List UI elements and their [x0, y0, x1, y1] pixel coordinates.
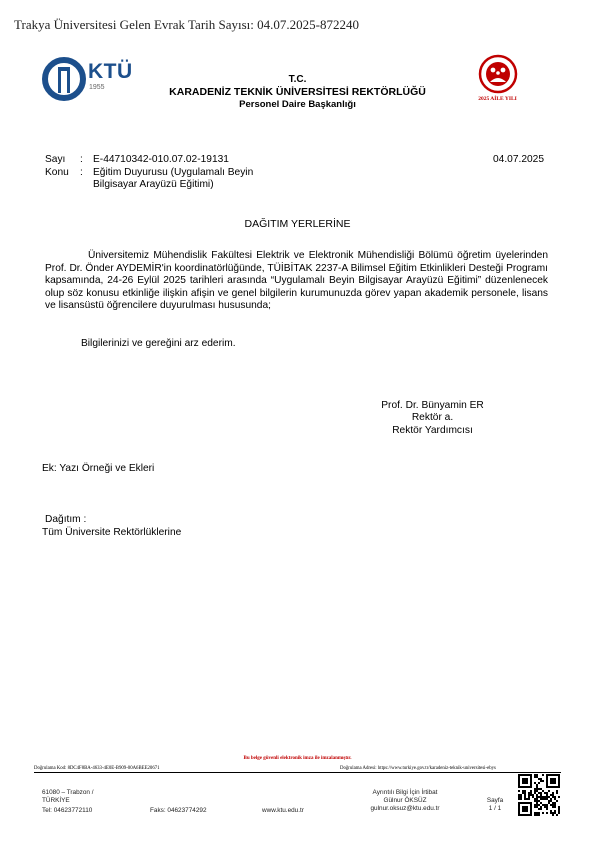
footer-address-line-2: TÜRKİYE — [42, 797, 70, 804]
contact-name: Gülnur ÖKSÜZ — [383, 797, 427, 804]
distribution-label: Dağıtım : — [45, 514, 87, 525]
signatory-name: Prof. Dr. Bünyamin ER — [381, 400, 484, 411]
footer-fax: Faks: 04623774292 — [150, 807, 207, 814]
attachments: Ek: Yazı Örneği ve Ekleri — [42, 463, 155, 474]
contact-email[interactable]: gulnur.oksuz@ktu.edu.tr — [370, 805, 440, 812]
ktu-logo-text: KTÜ — [88, 60, 133, 83]
signatory-role-1: Rektör a. — [411, 412, 454, 424]
page-number: 1 / 1 — [488, 805, 502, 812]
verification-code: Doğrulama Kod: 8DC4F8BA-4633-4E0E-B909-00A6BEE20671 — [34, 766, 160, 771]
header-department: Personel Daire Başkanlığı — [239, 99, 356, 110]
footer-contact — [340, 789, 470, 813]
body-paragraph: Üniversitemiz Mühendislik Fakültesi Elektrik ve Elektronik Mühendisliği Bölümü öğretim üyelerinden Prof. Dr. Önder AYDEMİR'in koordinatörlüğünde, TÜİBİTAK 2237-A Bilimsel Eğitim Etkinlikleri Desteği Programı kapsamında, 24-26 Eylül 2025 tarihleri arasında “Uygulamalı Beyin Bilgisayar Arayüzü Eğitimi” düzenlenecek olup söz konusu etkinliğe ilişkin afişin ve genel bilgilerin kurumunuzda görev yapan akademik personele, lisans ve lisansüstü öğrencilere duyurulması hususunda; — [45, 250, 548, 312]
esign-note: Bu belge güvenli elektronik imza ile imzalanmıştır. — [243, 756, 352, 761]
incoming-document-stamp: Trakya Üniversitesi Gelen Evrak Tarih Sayısı: 04.07.2025-872240 — [14, 17, 359, 32]
verification-address[interactable]: Doğrulama Adresi: https://www.turkiye.gov.tr/karadeniz-teknik-universitesi-ebys — [340, 766, 496, 771]
page-label: Sayfa — [486, 797, 504, 804]
contact-title: Ayrıntılı Bilgi İçin İrtibat — [372, 789, 438, 796]
number-colon: : — [80, 154, 83, 165]
subject-line-2: Bilgisayar Arayüzü Eğitimi) — [93, 179, 214, 190]
family-year-logo — [470, 54, 525, 104]
family-year-emblem-icon — [478, 54, 518, 94]
footer-tel: Tel: 04623772110 — [42, 807, 93, 814]
document-date: 04.07.2025 — [493, 154, 544, 165]
signatory-role-2: Rektör Yardımcısı — [392, 424, 473, 436]
closing-line: Bilgilerinizi ve gereğini arz ederim. — [81, 338, 236, 349]
subject-line-1: Eğitim Duyurusu (Uygulamalı Beyin — [93, 167, 254, 178]
family-year-caption: 2025 AİLE YILI — [478, 96, 517, 102]
ktu-logo-year: 1955 — [89, 84, 105, 91]
footer-website[interactable]: www.ktu.edu.tr — [262, 807, 304, 814]
letter-body — [45, 250, 548, 313]
recipient-title: DAĞITIM YERLERİNE — [244, 218, 351, 230]
header-tc: T.C. — [288, 74, 307, 85]
signature-block — [360, 400, 505, 437]
subject-label: Konu — [45, 167, 69, 178]
number-label: Sayı — [45, 154, 66, 165]
subject-colon: : — [80, 167, 83, 178]
footer-address-line-1: 61080 – Trabzon / — [42, 789, 94, 796]
qr-code-icon — [518, 774, 560, 816]
page-indicator — [480, 797, 510, 813]
distribution-list: Tüm Üniversite Rektörlüklerine — [42, 527, 182, 538]
document-number: E-44710342-010.07.02-19131 — [93, 154, 229, 165]
header-university: KARADENİZ TEKNİK ÜNİVERSİTESİ REKTÖRLÜĞÜ — [169, 86, 426, 98]
